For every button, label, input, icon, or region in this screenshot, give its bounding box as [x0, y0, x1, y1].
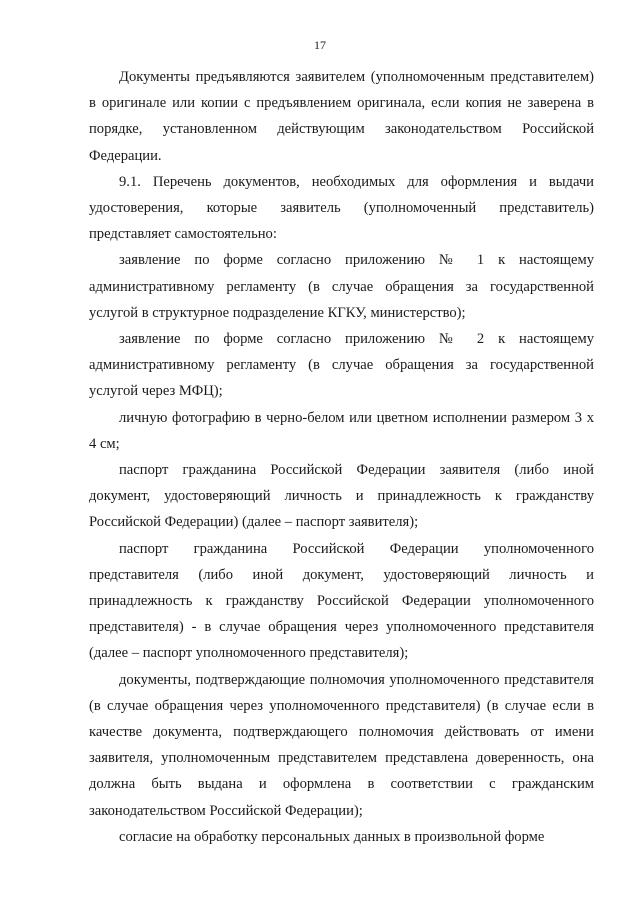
paragraph-application-form-1: заявление по форме согласно приложению № 1 к настоящему административному регламенту (в случае обращения за государственной услугой в структурное подразделение КГКУ, министерство);	[89, 252, 594, 321]
page-number: 17	[314, 38, 326, 52]
document-body	[89, 64, 594, 850]
paragraph-9-1-list-intro: 9.1. Перечень документов, необходимых для оформления и выдачи удостоверения, которые заявитель (уполномоченный представитель) представляет самостоятельно:	[89, 173, 594, 243]
paragraph-photo: личную фотографию в черно-белом или цветном исполнении размером 3 х 4 см;	[89, 409, 594, 452]
paragraph-application-form-2: заявление по форме согласно приложению № 2 к настоящему административному регламенту (в случае обращения за государственной услугой через МФЦ);	[89, 331, 594, 400]
paragraph-authority-documents: документы, подтверждающие полномочия уполномоченного представителя (в случае обращения через уполномоченного представителя) (в случае если в качестве документа, подтверждающего полномочия действовать от имени заявителя, уполномоченным представителем представлена доверенность, она должна быть выдана и оформлена в соответствии с гражданским законодательством Российской Федерации);	[89, 671, 594, 819]
paragraph-applicant-passport: паспорт гражданина Российской Федерации заявителя (либо иной документ, удостоверяющий личность и принадлежность к гражданству Российской Федерации) (далее – паспорт заявителя);	[89, 462, 594, 531]
paragraph-documents-presentation: Документы предъявляются заявителем (уполномоченным представителем) в оригинале или копии с предъявлением оригинала, если копия не заверена в порядке, установленном действующим законодательством Российской Федерации.	[89, 69, 594, 164]
paragraph-representative-passport: паспорт гражданина Российской Федерации уполномоченного представителя (либо иной документ, удостоверяющий личность и принадлежность к гражданству Российской Федерации уполномоченного представителя) - в случае обращения через уполномоченного представителя (далее – паспорт уполномоченного представителя);	[89, 540, 594, 662]
paragraph-personal-data-consent: согласие на обработку персональных данных в произвольной форме	[119, 828, 545, 845]
